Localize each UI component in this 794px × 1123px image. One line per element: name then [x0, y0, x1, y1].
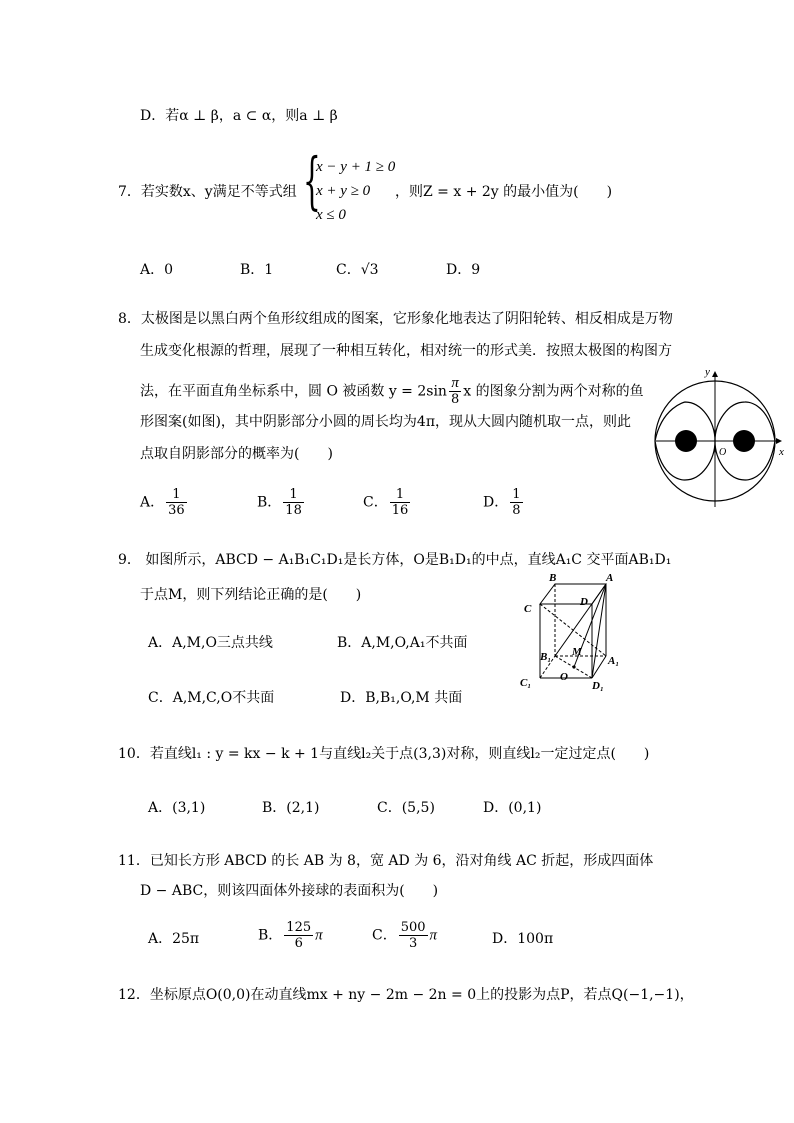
- cuboid-figure: [518, 572, 630, 696]
- q8-pi-over-8: $\frac{\pi}{8}$: [450, 375, 460, 407]
- label-C: C: [524, 603, 532, 615]
- q9-line-2: 于点M，则下列结论正确的是( ): [140, 587, 362, 603]
- q7-ineq-1: x − y + 1 ≥ 0: [316, 159, 396, 175]
- shaded-circle-right: [733, 430, 755, 452]
- q7-option-a: A．0: [140, 262, 174, 278]
- q12-line-1: 12．坐标原点O(0,0)在动直线mx + ny − 2m − 2n = 0上的投影为点P，若点Q(−1,−1)，: [118, 987, 694, 1003]
- label-O: O: [560, 671, 568, 683]
- q11-option-c: C． $\frac{500}{3}$ π: [372, 920, 438, 951]
- q11-line-2: D − ABC，则该四面体外接球的表面积为( ): [140, 883, 439, 899]
- q8-line-1: 8．太极图是以黑白两个鱼形纹组成的图案，它形象化地表达了阴阳轮转、相反相成是万物: [118, 311, 673, 327]
- label-A1: A₁: [608, 655, 620, 667]
- q8-line-3-pre: 法，在平面直角坐标系中，圆 O 被函数 y = 2sin: [140, 383, 447, 400]
- q7-option-b: B．1: [240, 262, 274, 278]
- q8-line-4: 形图案(如图)，其中阴影部分小圆的周长均为4π，现从大圆内随机取一点，则此: [140, 414, 632, 430]
- q9-option-c: C．A,M,C,O不共面: [148, 690, 275, 706]
- q9-line-1: 9． 如图所示，ABCD − A₁B₁C₁D₁是长方体，O是B₁D₁的中点，直线A₁C 交平面AB₁D₁: [118, 552, 672, 568]
- q11-option-b: B． $\frac{125}{6}$ π: [258, 920, 323, 951]
- q8-line-3: [140, 376, 644, 407]
- x-axis-label: x: [779, 446, 784, 458]
- label-B: B: [549, 572, 557, 584]
- q8-line-3-post: x 的图象分割为两个对称的鱼: [463, 383, 644, 400]
- q7-stem-post: ，则Z = x + 2y 的最小值为( ): [395, 184, 613, 200]
- q11-line-1: 11．已知长方形 ABCD 的长 AB 为 8，宽 AD 为 6，沿对角线 AC 折起，形成四面体: [118, 853, 654, 869]
- y-axis-label: y: [705, 366, 710, 378]
- q10-stem: 10．若直线l₁ : y = kx − k + 1与直线l₂关于点(3,3)对称，则直线l₂一定过定点( ): [118, 746, 650, 762]
- label-C1: C₁: [520, 677, 532, 689]
- q7-ineq-3: x ≤ 0: [316, 207, 346, 223]
- label-D: D: [580, 596, 588, 608]
- q8-line-5: 点取自阴影部分的概率为( ): [140, 446, 333, 462]
- q11-option-a: A．25π: [148, 931, 200, 947]
- q8-line-2: 生成变化根源的哲理，展现了一种相互转化，相对统一的形式美．按照太极图的构图方: [140, 343, 672, 359]
- q8-option-b: B． $\frac{1}{18}$: [257, 487, 302, 518]
- q7-option-c: C．√3: [336, 262, 379, 278]
- q7-brace: {: [303, 144, 321, 217]
- q9-option-b: B．A,M,O,A₁不共面: [337, 635, 468, 651]
- q10-option-c: C．(5,5): [377, 800, 435, 816]
- q6-option-d: D．若α ⊥ β，a ⊂ α，则a ⊥ β: [140, 108, 338, 124]
- q7-option-d: D．9: [446, 262, 481, 278]
- label-M: M: [572, 646, 582, 658]
- origin-label: O: [719, 447, 727, 458]
- label-B1: B₁: [540, 651, 552, 663]
- q8-option-a: A． $\frac{1}{36}$: [140, 487, 185, 518]
- shaded-circle-left: [675, 430, 697, 452]
- q9-option-d: D．B,B₁,O,M 共面: [340, 690, 463, 706]
- q7-stem-pre: 7．若实数x、y满足不等式组: [118, 184, 297, 200]
- label-D1: D₁: [592, 680, 604, 692]
- taiji-figure: [652, 362, 788, 512]
- q10-option-a: A．(3,1): [148, 800, 206, 816]
- q10-option-b: B．(2,1): [262, 800, 320, 816]
- q10-option-d: D．(0,1): [483, 800, 542, 816]
- q7-ineq-2: x + y ≥ 0: [316, 183, 371, 199]
- q9-option-a: A．A,M,O三点共线: [148, 635, 273, 651]
- q11-option-d: D．100π: [492, 931, 554, 947]
- q8-option-c: C． $\frac{1}{16}$: [363, 487, 409, 518]
- label-A: A: [606, 572, 614, 584]
- q8-option-d: D． $\frac{1}{8}$: [483, 487, 521, 518]
